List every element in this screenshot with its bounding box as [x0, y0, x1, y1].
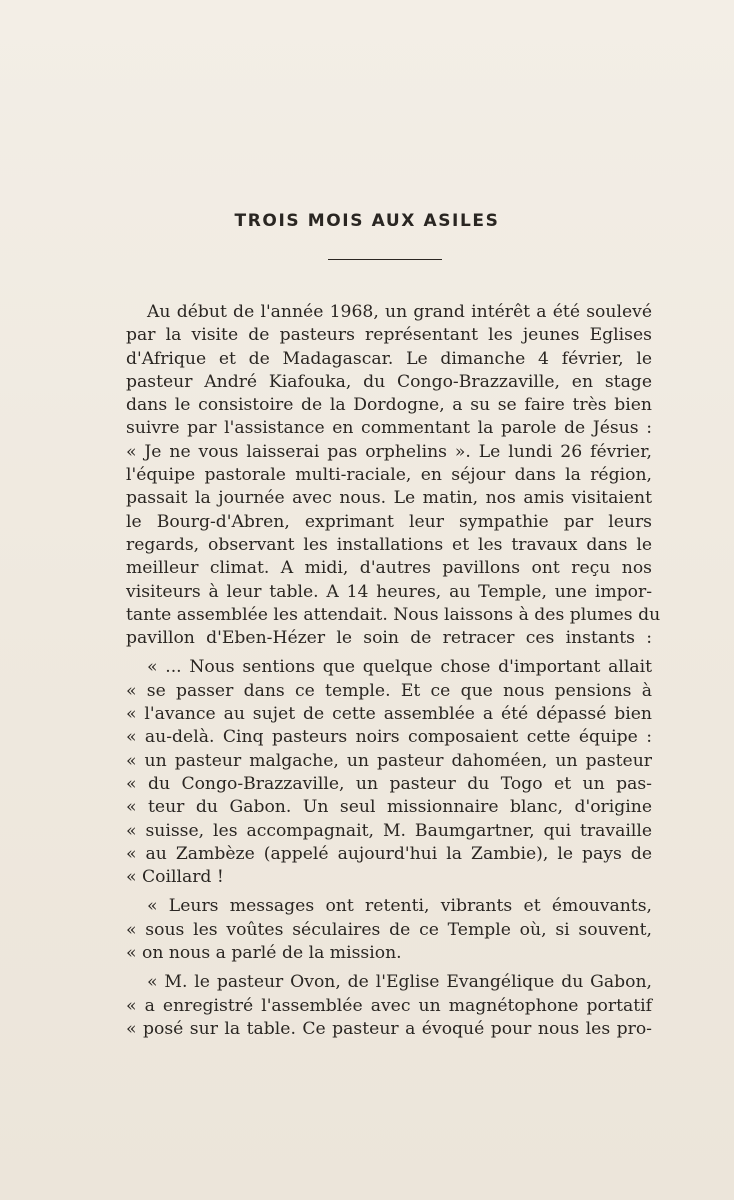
text-line: « se passer dans ce temple. Et ce que nous pensions à	[126, 680, 652, 701]
text-line: dans le consistoire de la Dordogne, a su se faire très bien	[126, 395, 652, 416]
text-line: « au-delà. Cinq pasteurs noirs composaient cette équipe :	[126, 727, 652, 748]
text-line: tante assemblée les attendait. Nous laissons à des plumes du	[126, 604, 661, 625]
text-line: « Je ne vous laisserai pas orphelins ». Le lundi 26 février,	[126, 441, 652, 462]
text-line: « Leurs messages ont retenti, vibrants et émouvants,	[147, 896, 652, 917]
text-line: passait la journée avec nous. Le matin, nos amis visitaient	[126, 488, 652, 509]
title-underline-rule	[328, 259, 442, 260]
text-line: « du Congo-Brazzaville, un pasteur du Togo et un pas-	[126, 773, 652, 794]
text-line: visiteurs à leur table. A 14 heures, au Temple, une impor-	[126, 581, 652, 602]
text-line: l'équipe pastorale multi-raciale, en séjour dans la région,	[126, 465, 652, 486]
text-line: pavillon d'Eben-Hézer le soin de retracer ces instants :	[126, 628, 652, 649]
text-line: d'Afrique et de Madagascar. Le dimanche 4 février, le	[126, 348, 652, 369]
text-line: meilleur climat. A midi, d'autres pavillons ont reçu nos	[126, 558, 652, 579]
paragraph-quote-2	[126, 895, 652, 965]
text-line: « suisse, les accompagnait, M. Baumgartner, qui travaille	[126, 820, 652, 841]
text-line: « posé sur la table. Ce pasteur a évoqué pour nous les pro-	[126, 1018, 652, 1039]
text-line: « teur du Gabon. Un seul missionnaire blanc, d'origine	[126, 797, 652, 818]
text-line: « un pasteur malgache, un pasteur dahoméen, un pasteur	[126, 750, 652, 771]
paragraph-quote-3	[126, 971, 652, 1041]
text-line: « sous les voûtes séculaires de ce Temple où, si souvent,	[126, 919, 652, 940]
article-title: TROIS MOIS AUX ASILES	[234, 211, 500, 231]
text-line: Au début de l'année 1968, un grand intérêt a été soulevé	[147, 302, 652, 322]
article-body	[126, 301, 661, 1041]
paragraph-intro	[126, 301, 661, 650]
paragraph-quote-1	[126, 656, 652, 889]
text-line: « au Zambèze (appelé aujourd'hui la Zambie), le pays de	[126, 843, 652, 864]
text-line: regards, observant les installations et les travaux dans le	[126, 534, 652, 555]
text-line: « Coillard !	[126, 867, 224, 888]
text-line: « a enregistré l'assemblée avec un magnétophone portatif	[126, 995, 652, 1016]
text-line: par la visite de pasteurs représentant les jeunes Eglises	[126, 325, 652, 346]
text-line: « l'avance au sujet de cette assemblée a été dépassé bien	[126, 704, 652, 725]
text-line: « ... Nous sentions que quelque chose d'important allait	[147, 657, 652, 678]
text-line: « on nous a parlé de la mission.	[126, 943, 402, 964]
text-line: pasteur André Kiafouka, du Congo-Brazzaville, en stage	[126, 371, 652, 392]
text-line: le Bourg-d'Abren, exprimant leur sympathie par leurs	[126, 511, 652, 532]
text-line: suivre par l'assistance en commentant la parole de Jésus :	[126, 418, 652, 439]
text-line: « M. le pasteur Ovon, de l'Eglise Evangélique du Gabon,	[147, 972, 652, 993]
